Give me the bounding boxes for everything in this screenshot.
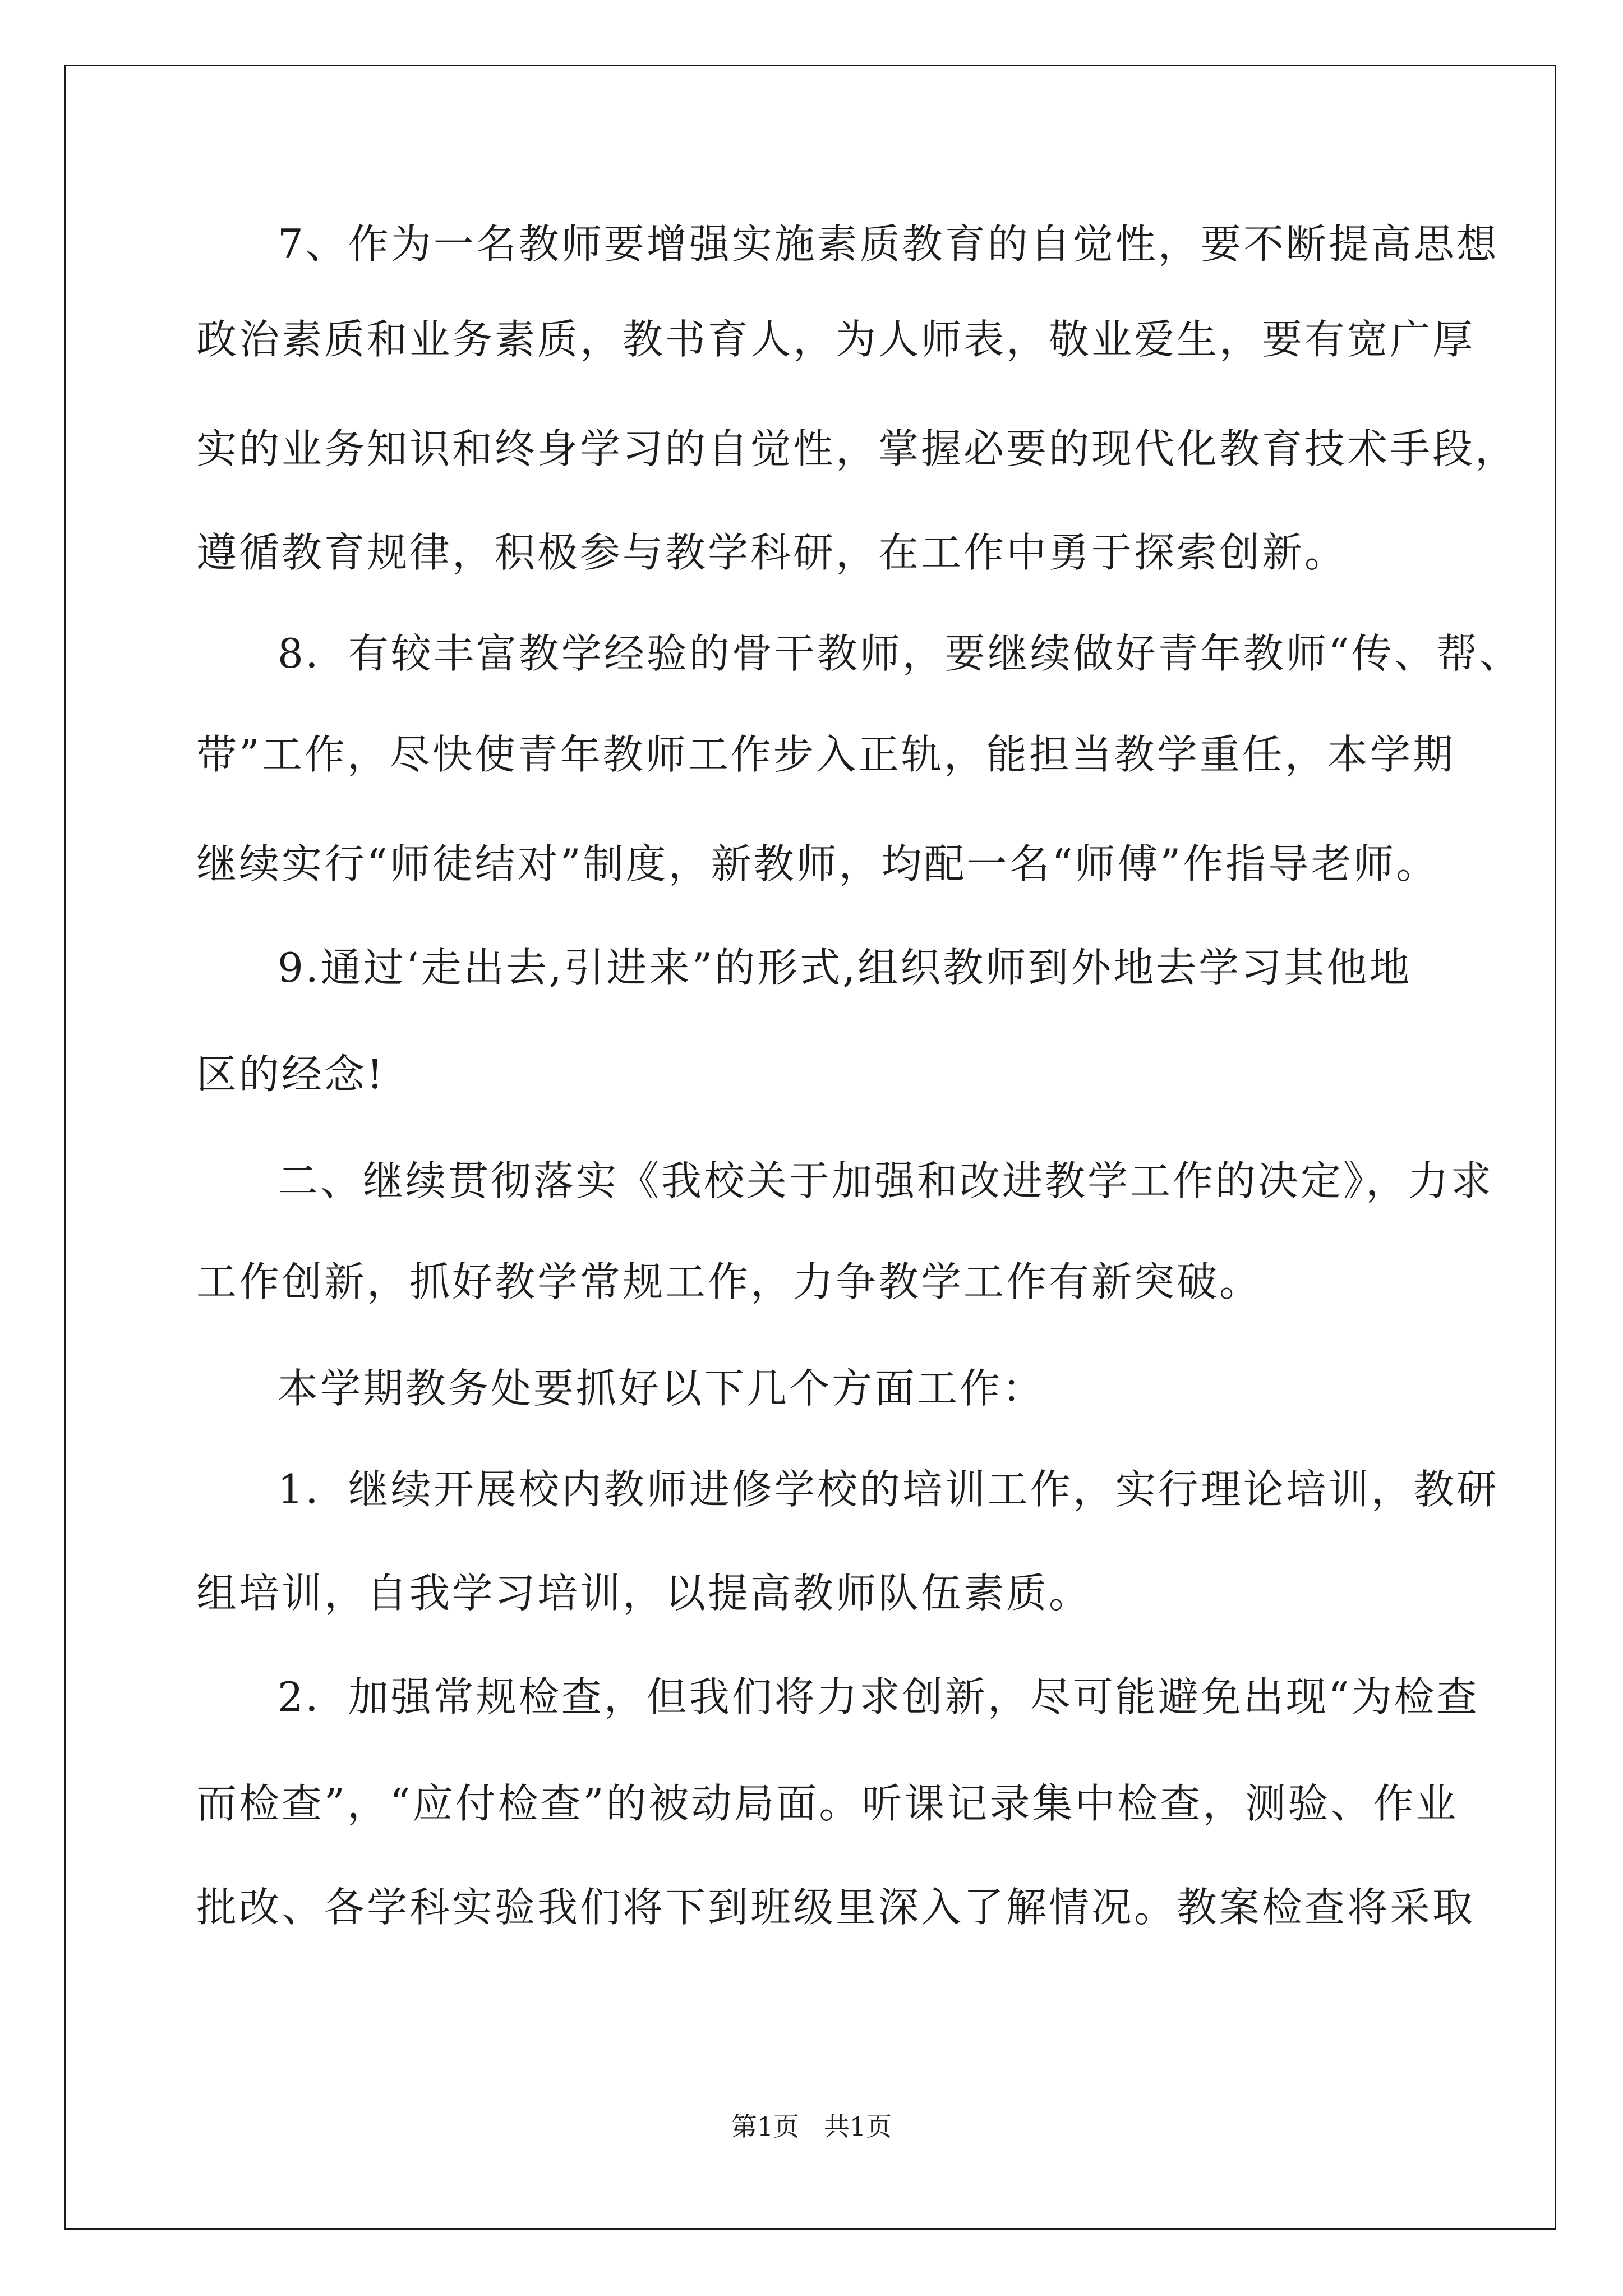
page-number: 第1页 共1页 [731,2111,892,2142]
paragraph-line: 批改、各学科实验我们将下到班级里深入了解情况。教案检查将采取 [196,1884,1476,1931]
paragraph-line: 区的经念! [196,1051,385,1098]
paragraph-line: 工作创新，抓好教学常规工作，力争教学工作有新突破。 [196,1258,1262,1305]
paragraph-line: 实的业务知识和终身学习的自觉性，掌握必要的现代化教育技术手段， [196,425,1518,472]
paragraph-line: 遵循教育规律，积极参与教学科研，在工作中勇于探索创新。 [196,529,1348,576]
paragraph-line: 9.通过‘走出去,引进来”的形式,组织教师到外地去学习其他地 [278,944,1412,991]
paragraph-line: 带”工作，尽快使青年教师工作步入正轨，能担当教学重任，本学期 [196,731,1455,778]
paragraph-line: 继续实行“师徒结对”制度，新教师，均配一名“师傅”作指导老师。 [196,840,1439,887]
paragraph-line: 政治素质和业务素质，教书育人，为人师表，敬业爱生，要有宽广厚 [196,316,1476,363]
paragraph-line: 二、继续贯彻落实《我校关于加强和改进教学工作的决定》，力求 [278,1157,1494,1204]
paragraph-line: 8．有较丰富教学经验的骨干教师，要继续做好青年教师“传、帮、 [278,630,1522,677]
paragraph-line: 7、作为一名教师要增强实施素质教育的自觉性，要不断提高思想 [278,220,1499,268]
paragraph-line: 组培训，自我学习培训，以提高教师队伍素质。 [196,1570,1092,1617]
paragraph-line: 本学期教务处要抓好以下几个方面工作： [278,1365,1045,1412]
paragraph-line: 2．加强常规检查，但我们将力求创新，尽可能避免出现“为检查 [278,1673,1479,1720]
paragraph-line: 1．继续开展校内教师进修学校的培训工作，实行理论培训，教研 [278,1466,1499,1513]
paragraph-line: 而检查”，“应付检查”的被动局面。听课记录集中检查，测验、作业 [196,1780,1459,1827]
